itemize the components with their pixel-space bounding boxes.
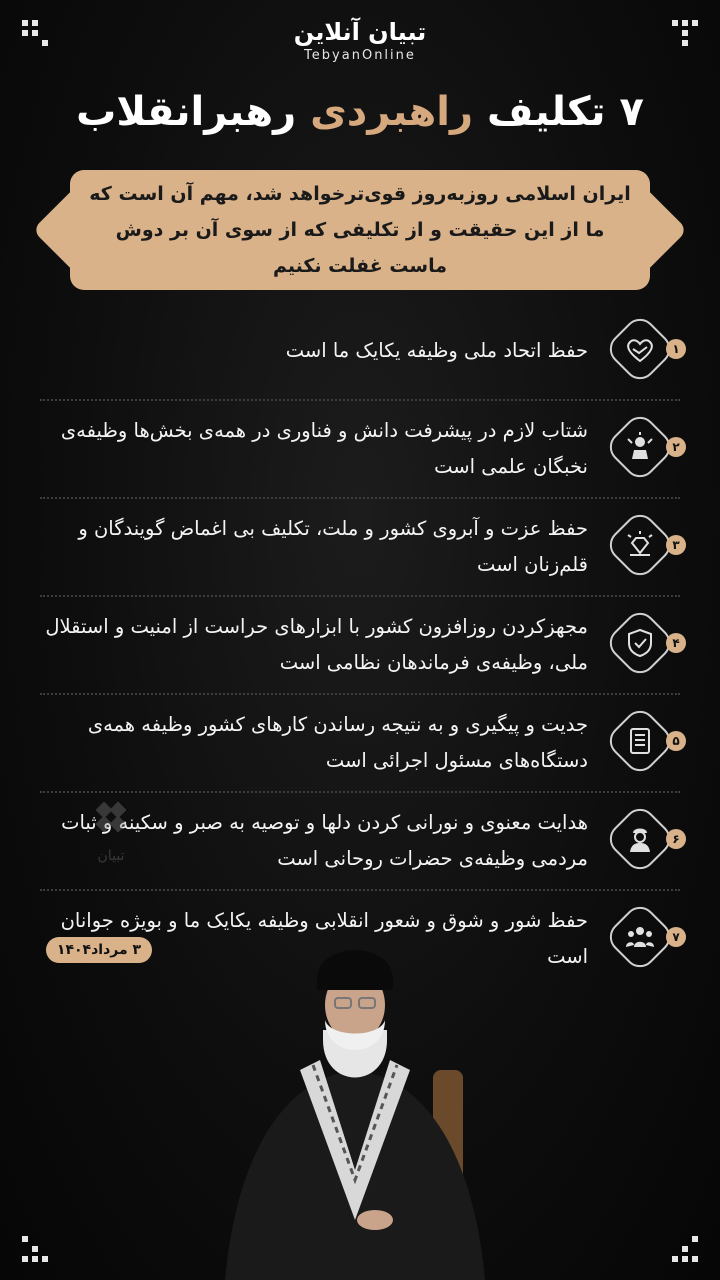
item-text: حفظ عزت و آبروی کشور و ملت، تکلیف بی اغماض گویندگان و قلم‌زنان است — [78, 517, 588, 576]
quote-banner — [44, 170, 676, 290]
corner-ornament-bottom-left — [22, 1236, 48, 1262]
title-part-1: ۷ تکلیف — [486, 89, 644, 135]
brand-name-fa: تبیان آنلاین — [293, 18, 427, 46]
checklist-icon — [622, 723, 658, 759]
cleric-icon — [622, 821, 658, 857]
brand-name-en: TebyanOnline — [304, 48, 416, 63]
date-badge: ۳ مرداد۱۴۰۴ — [46, 937, 152, 963]
handshake-heart-icon — [622, 331, 658, 367]
item-badge — [608, 611, 680, 675]
item-badge — [608, 807, 680, 871]
item-badge — [608, 709, 680, 773]
item-text: شتاب لازم در پیشرفت دانش و فناوری در همه‌ی بخش‌ها وظیفه‌ی نخبگان علمی است — [60, 419, 588, 478]
quote-text: ایران اسلامی روزبه‌روز قوی‌ترخواهد شد، مهم آن است که ما از این حقیقت و از تکلیفی که از سوی آن بر دوش ماست غفلت نکنیم — [89, 183, 631, 277]
title-highlight: راهبردی — [310, 89, 473, 135]
item-number: ۶ — [666, 829, 686, 849]
item-number: ۱ — [666, 339, 686, 359]
page-title — [0, 82, 720, 142]
gem-honor-icon — [622, 527, 658, 563]
item-text: جدیت و پیگیری و به نتیجه رساندن کارهای کشور وظیفه همه‌ی دستگاه‌های مسئول اجرائی است — [87, 713, 588, 772]
duties-list — [40, 303, 680, 987]
list-item — [40, 399, 680, 497]
tebyan-watermark-logo — [76, 800, 146, 870]
list-item — [40, 303, 680, 399]
title-part-2: رهبرانقلاب — [76, 89, 297, 135]
item-badge — [608, 415, 680, 479]
scientist-achievement-icon — [622, 429, 658, 465]
portrait-photo — [205, 920, 505, 1280]
item-text: هدایت معنوی و نورانی کردن دلها و توصیه به صبر و سکینه و ثبات مردمی وظیفه‌ی حضرات روحانی است — [61, 811, 588, 870]
shield-check-icon — [622, 625, 658, 661]
item-number: ۲ — [666, 437, 686, 457]
item-number: ۴ — [666, 633, 686, 653]
people-group-icon — [622, 919, 658, 955]
corner-ornament-bottom-right — [672, 1236, 698, 1262]
item-badge — [608, 513, 680, 577]
item-text: حفظ اتحاد ملی وظیفه یکایک ما است — [285, 339, 588, 362]
brand-logo — [0, 18, 720, 63]
watermark-text: تبیان — [97, 848, 125, 864]
item-number: ۷ — [666, 927, 686, 947]
list-item — [40, 693, 680, 791]
list-item — [40, 595, 680, 693]
list-item — [40, 497, 680, 595]
item-badge — [608, 317, 680, 381]
item-number: ۵ — [666, 731, 686, 751]
item-number: ۳ — [666, 535, 686, 555]
item-text: مجهزکردن روزافزون کشور با ابزارهای حراست از امنیت و استقلال ملی، وظیفه‌ی فرماندهان نظامی است — [45, 615, 588, 674]
item-text: حفظ شور و شوق و شعور انقلابی وظیفه یکایک ما و بویژه جوانان است — [60, 909, 588, 968]
item-badge — [608, 905, 680, 969]
